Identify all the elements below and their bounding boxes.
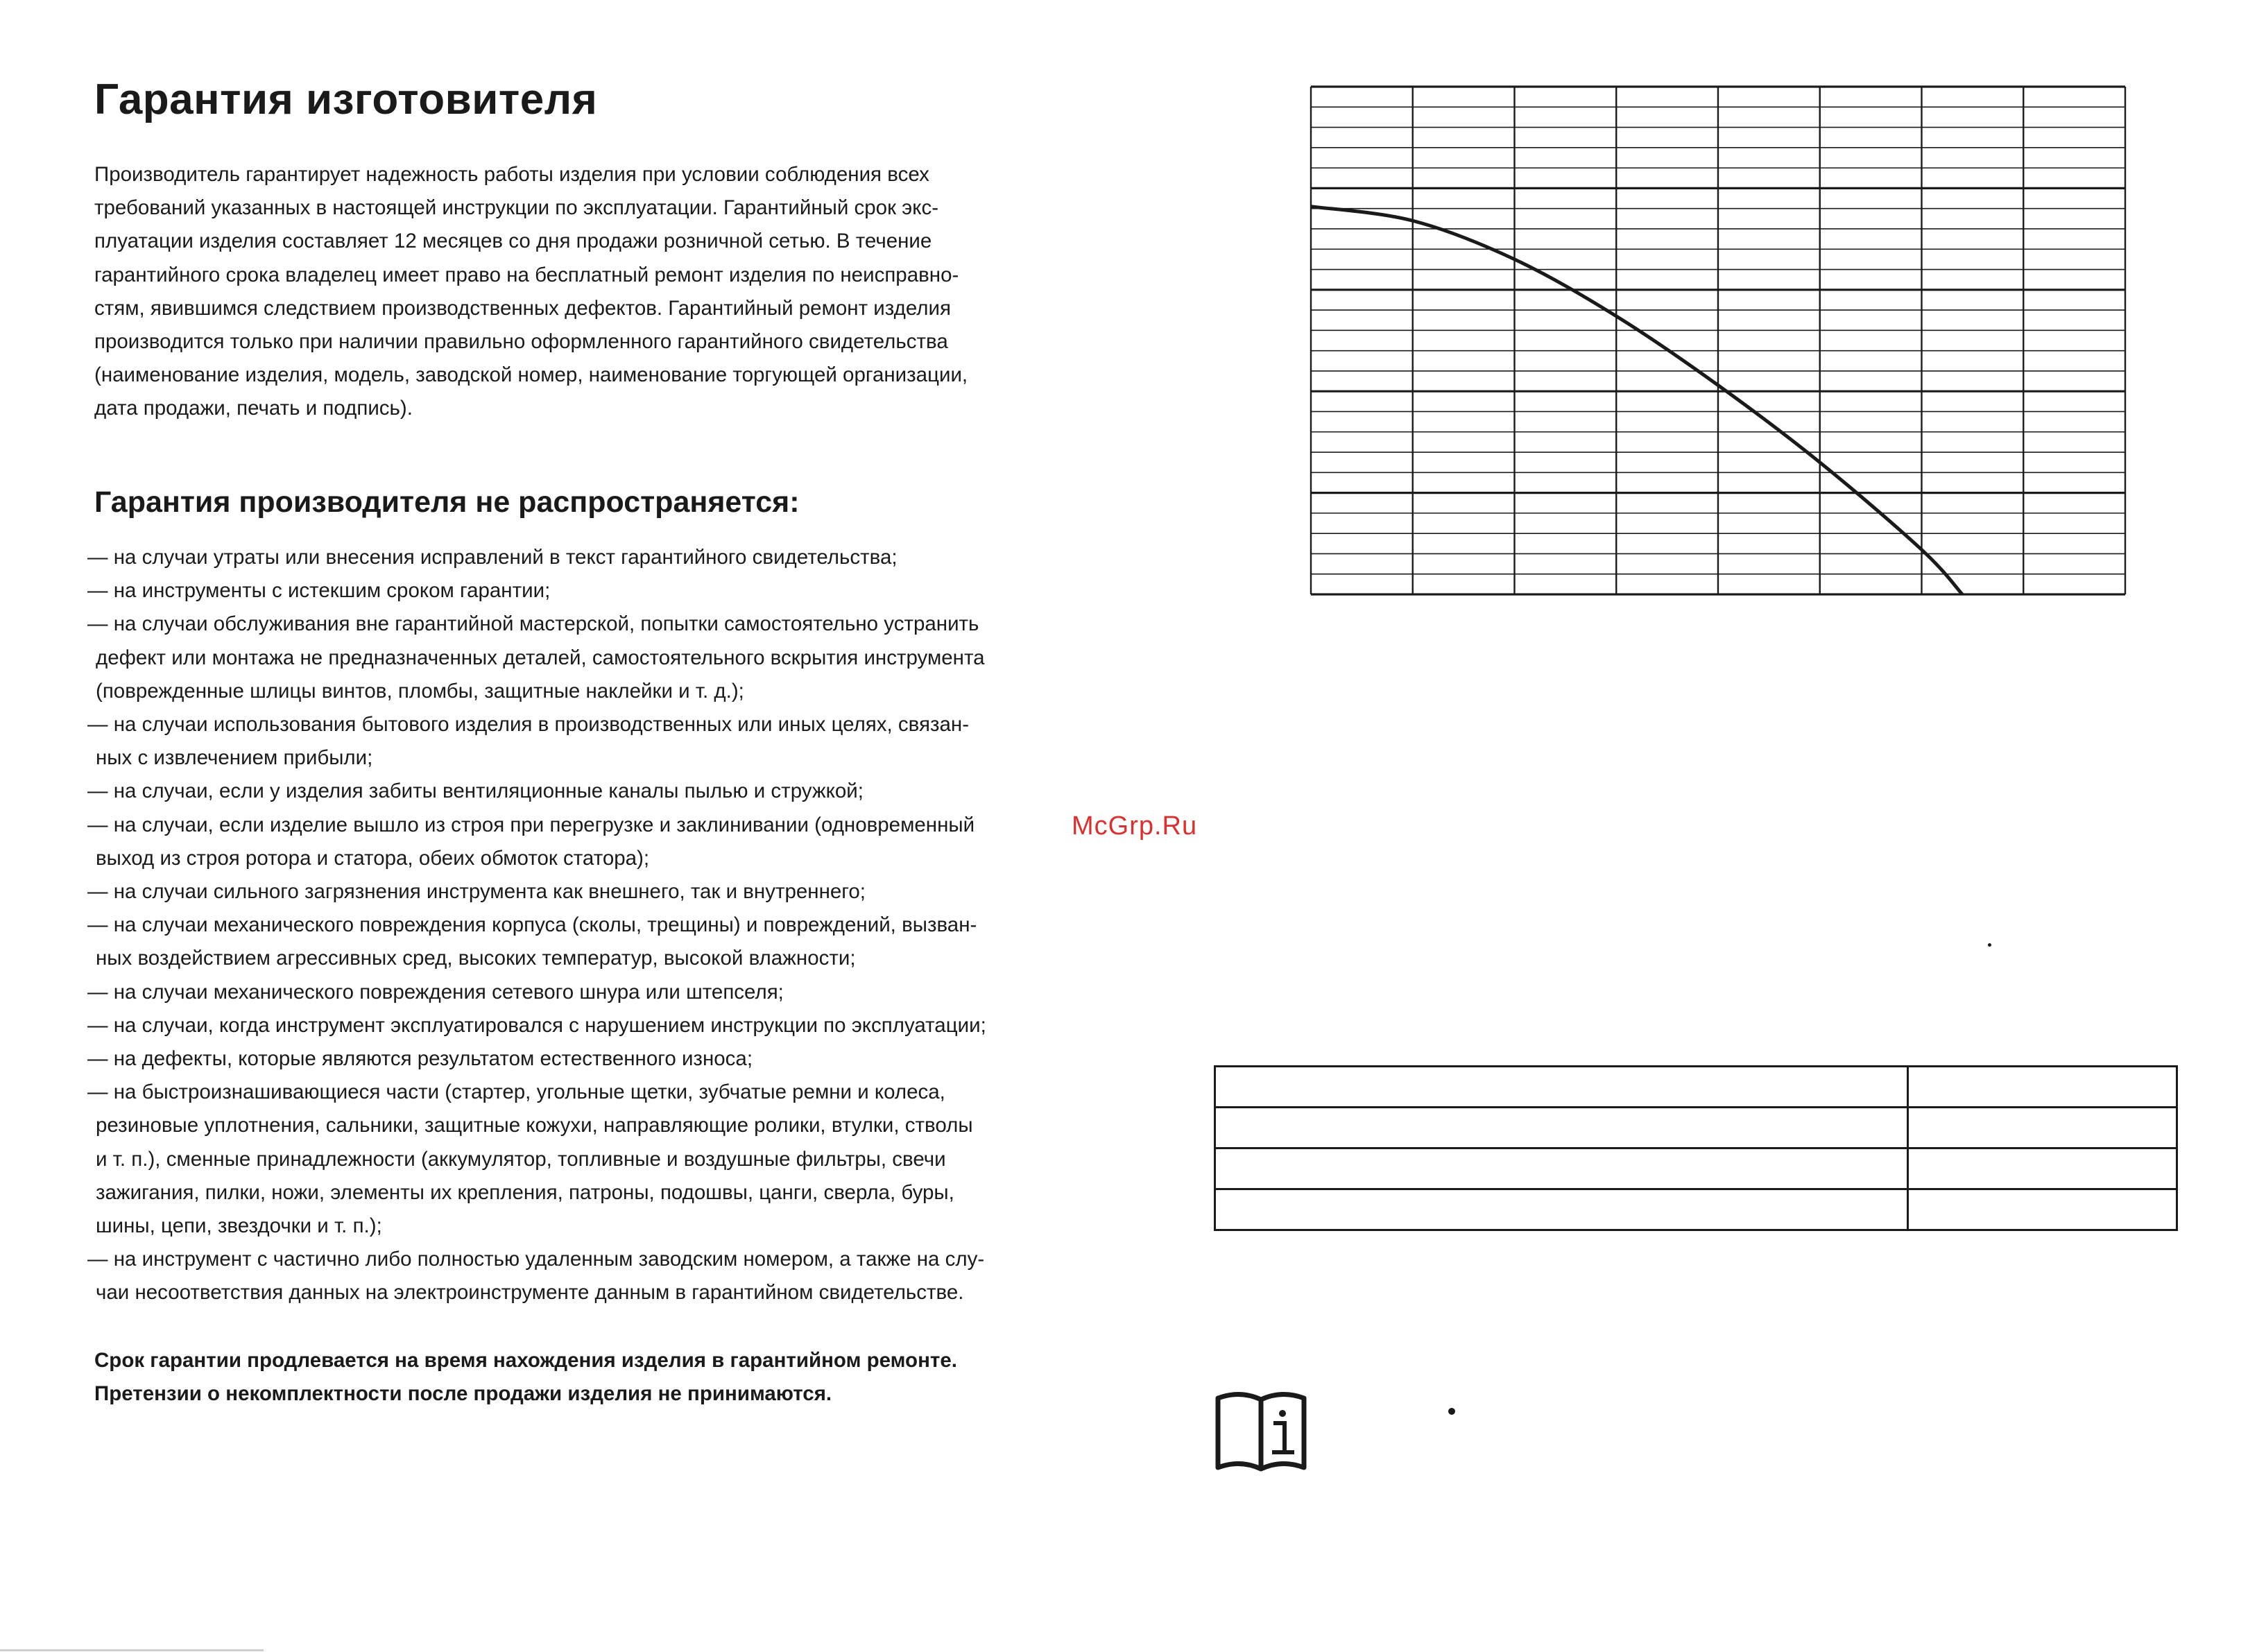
intro-line: дата продажи, печать и подпись).	[94, 397, 413, 420]
list-item: (поврежденные шлицы винтов, пломбы, защитные наклейки и т. д.);	[96, 679, 744, 703]
exclusions-heading: Гарантия производителя не распространяется:	[94, 485, 800, 519]
list-item: выход из строя ротора и статора, обеих обмоток статора);	[96, 846, 650, 870]
intro-line: гарантийного срока владелец имеет право на бесплатный ремонт изделия по неисправно-	[94, 263, 959, 286]
list-item: — на инструмент с частично либо полностью удаленным заводским номером, а также на слу-	[87, 1248, 985, 1271]
list-item: — на случаи сильного загрязнения инструмента как внешнего, так и внутреннего;	[87, 880, 866, 904]
list-item: резиновые уплотнения, сальники, защитные кожухи, направляющие ролики, втулки, стволы	[96, 1114, 973, 1137]
list-item: — на случаи, если изделие вышло из строя при перегрузке и заклинивании (одновременный	[87, 813, 975, 836]
footer-rule	[0, 1649, 264, 1651]
table-cell	[1908, 1148, 2177, 1189]
intro-line: Производитель гарантирует надежность работы изделия при условии соблюдения всех	[94, 163, 929, 186]
warranty-note	[94, 1344, 957, 1411]
table-cell	[1908, 1067, 2177, 1108]
data-table	[1214, 1065, 2178, 1231]
list-item: — на инструменты с истекшим сроком гарантии;	[87, 579, 551, 603]
list-item: и т. п.), сменные принадлежности (аккумулятор, топливные и воздушные фильтры, свечи	[96, 1147, 946, 1171]
chart-series-curve	[1311, 207, 1962, 594]
intro-line: плуатации изделия составляет 12 месяцев со дня продажи розничной сетью. В течение	[94, 230, 932, 253]
list-item: — на случаи утраты или внесения исправлений в текст гарантийного свидетельства;	[87, 546, 898, 569]
note-line: Срок гарантии продлевается на время нахождения изделия в гарантийном ремонте.	[94, 1349, 957, 1372]
table-cell	[1908, 1189, 2177, 1230]
list-item: ных воздействием агрессивных сред, высоких температур, высокой влажности;	[96, 947, 856, 970]
exclusions-list	[87, 541, 1093, 1310]
performance-chart	[1309, 85, 2127, 596]
list-item: — на случаи, когда инструмент эксплуатировался с нарушением инструкции по эксплуатации;	[87, 1013, 986, 1037]
list-item: — на случаи использования бытового изделия в производственных или иных целях, связан-	[87, 713, 970, 737]
table-row	[1215, 1067, 2177, 1108]
manual-info-icon	[1212, 1384, 1316, 1474]
table-row	[1215, 1189, 2177, 1230]
list-item: — на случаи механического повреждения сетевого шнура или штепселя;	[87, 980, 784, 1004]
intro-line: требований указанных в настоящей инструкции по эксплуатации. Гарантийный срок экс-	[94, 196, 939, 220]
list-item: зажигания, пилки, ножи, элементы их крепления, патроны, подошвы, цанги, сверла, буры,	[96, 1180, 954, 1204]
table-cell	[1215, 1108, 1908, 1148]
dot-marker	[1448, 1408, 1455, 1415]
note-line: Претензии о некомплектности после продажи изделия не принимаются.	[94, 1382, 832, 1406]
list-item: — на случаи механического повреждения корпуса (сколы, трещины) и повреждений, вызван-	[87, 913, 977, 937]
table-row	[1215, 1108, 2177, 1148]
intro-paragraph	[94, 158, 1065, 426]
table-cell	[1215, 1189, 1908, 1230]
table-cell	[1215, 1148, 1908, 1189]
table-row	[1215, 1148, 2177, 1189]
watermark: McGrp.Ru	[1072, 811, 1198, 841]
table-cell	[1215, 1067, 1908, 1108]
page-title: Гарантия изготовителя	[94, 76, 598, 123]
intro-line: (наименование изделия, модель, заводской номер, наименование торгующей организации,	[94, 363, 968, 387]
list-item: — на дефекты, которые являются результатом естественного износа;	[87, 1047, 753, 1071]
list-item: шины, цепи, звездочки и т. п.);	[96, 1214, 382, 1238]
list-item: — на случаи, если у изделия забиты вентиляционные каналы пылью и стружкой;	[87, 780, 864, 803]
table-cell	[1908, 1108, 2177, 1148]
list-item: дефект или монтажа не предназначенных деталей, самостоятельного вскрытия инструмента	[96, 646, 985, 669]
list-item: чаи несоответствия данных на электроинструменте данным в гарантийном свидетельстве.	[96, 1281, 964, 1305]
list-item: — на случаи обслуживания вне гарантийной мастерской, попытки самостоятельно устранить	[87, 612, 979, 636]
list-item: ных с извлечением прибыли;	[96, 746, 373, 770]
dot-marker	[1988, 943, 1991, 947]
intro-line: производится только при наличии правильно оформленного гарантийного свидетельства	[94, 330, 948, 354]
list-item: — на быстроизнашивающиеся части (стартер, угольные щетки, зубчатые ремни и колеса,	[87, 1081, 945, 1104]
intro-line: стям, явившимся следствием производственных дефектов. Гарантийный ремонт изделия	[94, 296, 951, 320]
